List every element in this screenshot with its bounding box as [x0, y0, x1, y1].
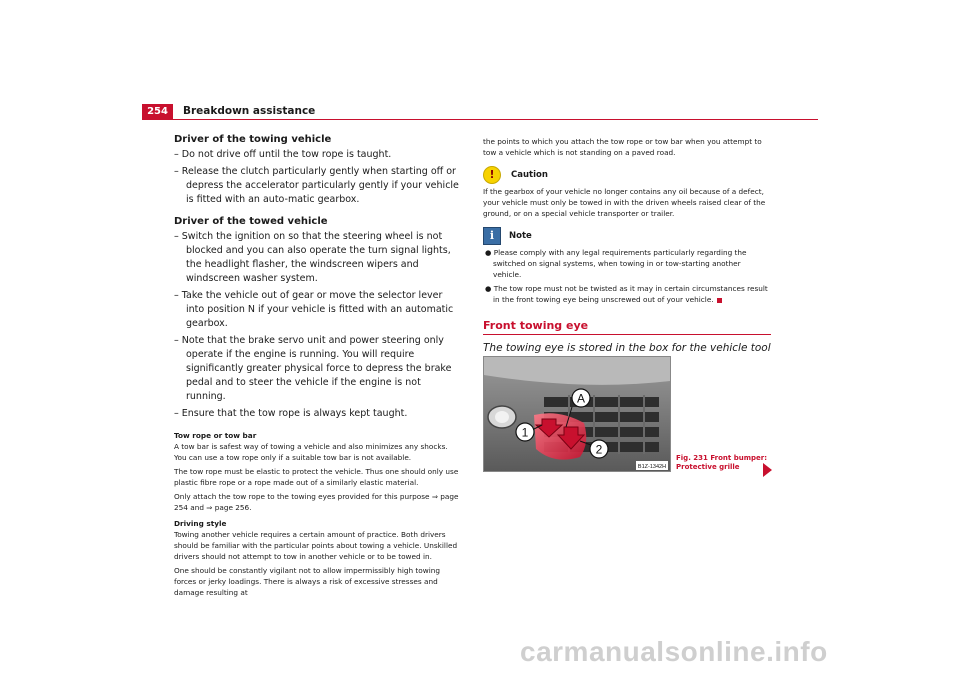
watermark: carmanualsonline.info	[520, 636, 828, 667]
section-header-title: Breakdown assistance	[183, 105, 316, 117]
section-subtitle: The towing eye is stored in the box for the vehicle tool	[483, 342, 771, 354]
bumper-illustration	[484, 357, 670, 471]
note-bullet-1: ● Please comply with any legal requirements particularly regarding the switched on signal systems, when towing in or tow-starting another vehicle.	[485, 248, 747, 279]
towing-step-1: – Do not drive off until the tow rope is taught.	[174, 149, 392, 160]
note-bullet-2: ● The tow rope must not be twisted as it may in certain circumstances result in the front towing eye being unscrewed out of your vehicle.	[485, 284, 768, 304]
heading-towing-driver: Driver of the towing vehicle	[174, 134, 332, 145]
figure-caption-line-2: Protective grille	[676, 463, 740, 471]
style-paragraph-2: One should be constantly vigilant not to allow impermissibly high towing forces or jerky loadings. There is always a risk of excessive stresses and damage resulting at	[174, 566, 440, 597]
header-rule	[142, 119, 818, 120]
note-bullet-2-text: The tow rope must not be twisted as it may in certain circumstances result in the front towing eye being unscrewed out of your vehicle.	[493, 284, 768, 304]
note-header	[483, 227, 771, 245]
continued-paragraph: the points to which you attach the tow rope or tow bar when you attempt to tow a vehicle which is not standing on a paved road.	[483, 137, 762, 157]
callout-a-label: A	[576, 391, 586, 406]
note-title: Note	[509, 231, 532, 241]
figure-caption-line-1: Fig. 231 Front bumper:	[676, 454, 767, 462]
caution-title: Caution	[511, 170, 548, 180]
towed-step-2: – Take the vehicle out of gear or move the selector lever into position N if your vehicle is fitted with an automatic gearbox.	[174, 290, 454, 329]
end-mark	[717, 298, 722, 303]
left-column	[174, 134, 462, 601]
style-paragraph-1: Towing another vehicle requires a certain amount of practice. Both drivers should be familiar with the particular points about towing a vehicle. Unskilled drivers should not attempt to tow in another vehicle or to be towed in.	[174, 530, 458, 561]
heading-towed-driver: Driver of the towed vehicle	[174, 216, 328, 227]
section-rule	[483, 334, 771, 335]
page-number: 254	[142, 104, 173, 119]
caution-icon: !	[483, 166, 501, 184]
callout-1-label: 1	[521, 425, 529, 440]
callout-2-label: 2	[595, 442, 603, 457]
front-bumper-figure	[483, 356, 671, 472]
towing-step-2: – Release the clutch particularly gently when starting off or depress the accelerator particularly gently if your vehicle is fitted with an auto-matic gearbox.	[174, 166, 459, 205]
rope-paragraph-1: A tow bar is safest way of towing a vehicle and also minimizes any shocks. You can use a tow rope only if a suitable tow bar is not available.	[174, 442, 448, 462]
towed-step-3: – Note that the brake servo unit and power steering only operate if the engine is running. You will require significantly greater physical force to depress the brake pedal and to steer the vehicle if the engine is not running.	[174, 335, 452, 402]
towed-step-4: – Ensure that the tow rope is always kept taught.	[174, 408, 408, 419]
right-column	[483, 136, 771, 369]
rope-paragraph-3: Only attach the tow rope to the towing eyes provided for this purpose ⇒ page 254 and ⇒ page 256.	[174, 492, 459, 512]
towed-step-1: – Switch the ignition on so that the steering wheel is not blocked and you can also operate the turn signal lights, the headlight flasher, the windscreen wipers and windscreen washer system.	[174, 231, 451, 284]
section-title-front-towing-eye: Front towing eye	[483, 319, 589, 332]
caution-header	[483, 166, 771, 184]
next-page-arrow-icon[interactable]	[763, 463, 772, 477]
rope-paragraph-2: The tow rope must be elastic to protect the vehicle. Thus one should only use plastic fibre rope or a rope made out of a similarly elastic material.	[174, 467, 459, 487]
figure-caption	[676, 454, 767, 472]
caution-text: If the gearbox of your vehicle no longer contains any oil because of a defect, your vehicle must only be towed in with the driven wheels raised clear of the ground, or on a special vehicle transporter or trailer.	[483, 187, 766, 218]
note-bullet-1-text: Please comply with any legal requirements particularly regarding the switched on signal systems, when towing in or tow-starting another vehicle.	[493, 248, 747, 279]
info-icon: i	[483, 227, 501, 245]
heading-tow-rope: Tow rope or tow bar	[174, 431, 257, 440]
heading-driving-style: Driving style	[174, 519, 227, 528]
figure-code: B1Z-1342H	[637, 464, 667, 470]
